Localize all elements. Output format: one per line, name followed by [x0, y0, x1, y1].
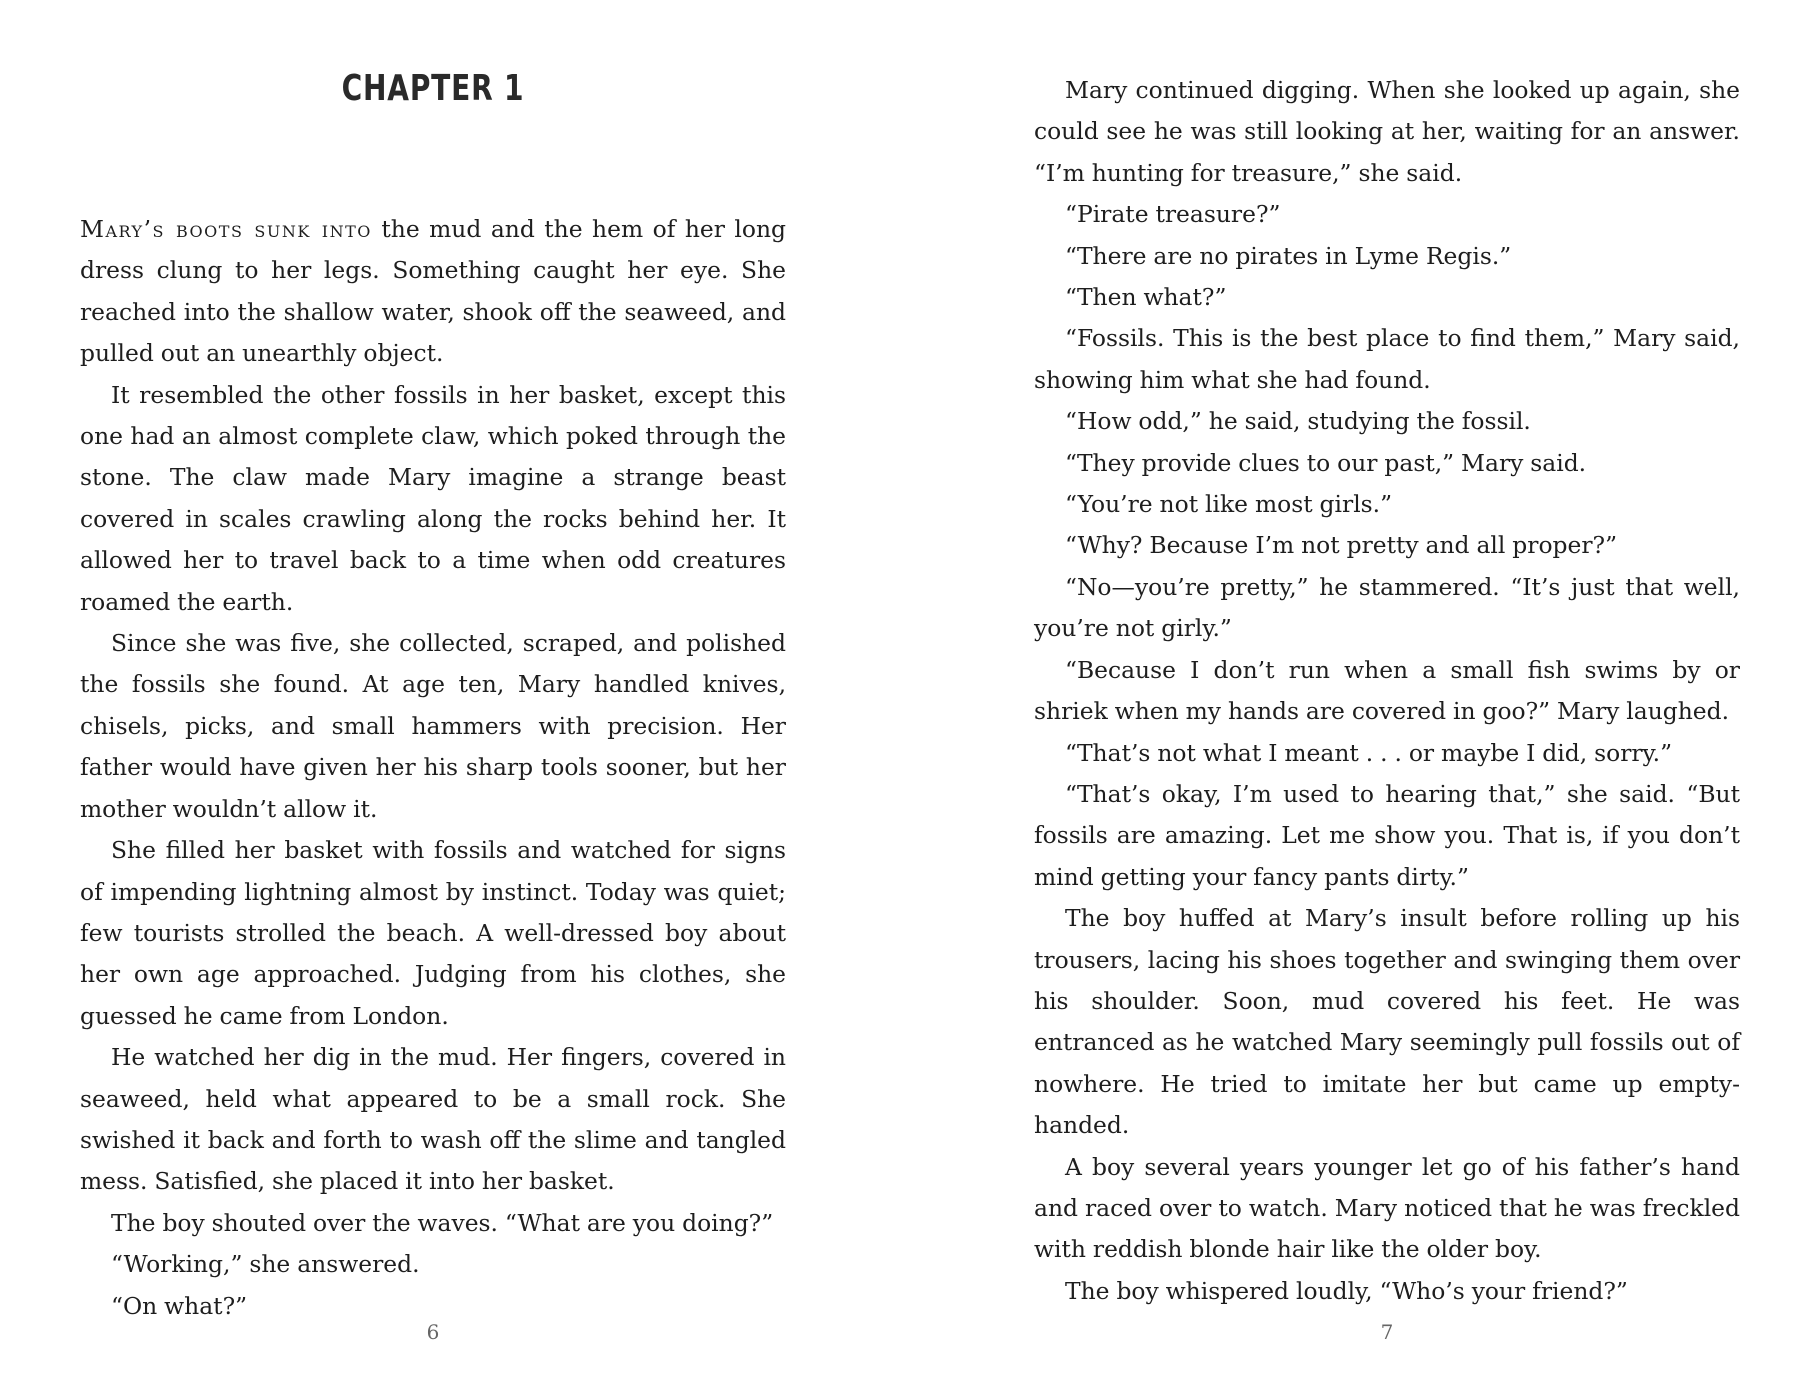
paragraph: “That’s not what I meant . . . or maybe I did, sorry.”: [1065, 738, 1673, 767]
paragraph: “Because I don’t run when a small fish swims by or shriek when my hands are covered in goo?” Mary laughed.: [1034, 655, 1740, 726]
paragraph: “Fossils. This is the best place to find them,” Mary said, showing him what she had found.: [1034, 324, 1740, 394]
paragraph: “Then what?”: [1065, 283, 1227, 312]
opening-rest: the mud and the hem of her long dress clung to her legs. Something caught her eye. She reached into the shallow water, shook off the seaweed, and pulled out an unearthly object.: [80, 215, 786, 368]
right-page: [1034, 0, 1740, 1396]
left-page: [80, 0, 786, 1396]
paragraph: “That’s okay, I’m used to hearing that,” she said. “But fossils are amazing. Let me show you. That is, if you don’t mind getting your fancy pants dirty.”: [1034, 779, 1740, 891]
paragraph: Mary continued digging. When she looked up again, she could see he was still looking at her, waiting for an answer. “I’m hunting for treasure,” she said.: [1034, 76, 1740, 187]
paragraph: “Pirate treasure?”: [1065, 200, 1281, 229]
paragraph: “There are no pirates in Lyme Regis.”: [1065, 241, 1512, 270]
paragraph: The boy whispered loudly, “Who’s your friend?”: [1065, 1276, 1628, 1305]
paragraph: She filled her basket with fossils and watched for signs of impending lightning almost by instinct. Today was quiet; few tourists strolled the beach. A well-dressed boy about her own age approached. Judging from his clothes, she guessed he came from London.: [80, 836, 786, 1030]
paragraph: “No—you’re pretty,” he stammered. “It’s just that well, you’re not girly.”: [1034, 572, 1740, 643]
opening-paragraph: [80, 209, 786, 375]
paragraph: A boy several years younger let go of his father’s hand and raced over to watch. Mary noticed that he was freckled with reddish blonde hair like the older boy.: [1034, 1152, 1740, 1264]
paragraph: Since she was five, she collected, scraped, and polished the fossils she found. At age ten, Mary handled knives, chisels, picks, and small hammers with precision. Her father would have given her his sharp tools sooner, but her mother wouldn’t allow it.: [80, 629, 786, 823]
paragraph: “You’re not like most girls.”: [1065, 490, 1393, 519]
paragraph: He watched her dig in the mud. Her fingers, covered in seaweed, held what appeared to be a small rock. She swished it back and forth to wash off the slime and tangled mess. Satisfied, she placed it into her basket.: [80, 1043, 786, 1196]
page-number: 7: [1380, 1320, 1394, 1344]
left-page-text: [80, 209, 786, 1327]
paragraph: “They provide clues to our past,” Mary said.: [1065, 448, 1587, 477]
opening-smallcaps: Mary’s boots sunk into: [80, 215, 372, 243]
chapter-title: CHAPTER 1: [341, 68, 525, 109]
paragraph: The boy shouted over the waves. “What are you doing?”: [111, 1208, 774, 1237]
paragraph: It resembled the other fossils in her basket, except this one had an almost complete claw, which poked through the stone. The claw made Mary imagine a strange beast covered in scales crawling along the rocks behind her. It allowed her to travel back to a time when odd creatures roamed the earth.: [80, 380, 786, 616]
paragraph: The boy huffed at Mary’s insult before rolling up his trousers, lacing his shoes together and swinging them over his shoulder. Soon, mud covered his feet. He was entranced as he watched Mary seemingly pull fossils out of nowhere. He tried to imitate her but came up empty-handed.: [1034, 904, 1740, 1140]
paragraph: “On what?”: [111, 1291, 248, 1320]
paragraph: “Why? Because I’m not pretty and all proper?”: [1065, 531, 1618, 560]
paragraph: “Working,” she answered.: [111, 1250, 420, 1279]
paragraph: “How odd,” he said, studying the fossil.: [1065, 407, 1531, 436]
right-page-text: [1034, 70, 1740, 1312]
page-number: 6: [426, 1320, 440, 1344]
